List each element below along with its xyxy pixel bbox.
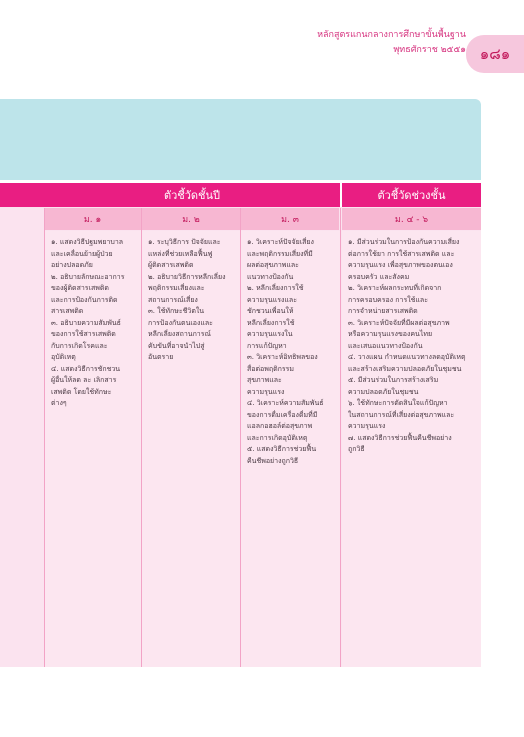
indicator-line: ๓. วิเคราะห์อิทธิพลของ bbox=[247, 353, 318, 361]
indicator-line: การครอบครอง การใช้และ bbox=[348, 295, 428, 304]
indicator-line: สื่อต่อพฤติกรรม bbox=[247, 364, 294, 373]
indicator-line: ๑. วิเคราะห์ปัจจัยเสี่ยง bbox=[247, 238, 314, 246]
indicator-line: ความรุนแรง bbox=[348, 422, 386, 430]
indicator-line: และสร้างเสริมความปลอดภัยในชุมชน bbox=[348, 364, 462, 373]
indicator-line: ความปลอดภัยในชุมชน bbox=[348, 387, 419, 396]
column-header: ม. ๓ bbox=[241, 208, 339, 230]
indicator-line: หรือความรุนแรงของคนไทย bbox=[348, 330, 433, 338]
indicator-line: ๔. วางแผน กำหนดแนวทางลดอุบัติเหตุ bbox=[348, 353, 466, 361]
indicator-line: และการป้องกันการติด bbox=[51, 295, 118, 304]
indicator-line: แหล่งที่ช่วยเหลือฟื้นฟู bbox=[148, 249, 213, 258]
indicator-line: อันตราย bbox=[148, 353, 174, 361]
table-cell-m4-6 bbox=[342, 231, 481, 667]
indicator-line: ๔. แสดงวิธีการชักชวน bbox=[51, 364, 121, 373]
indicator-line: และเสนอแนวทางป้องกัน bbox=[348, 341, 423, 350]
table-cell-m3 bbox=[241, 231, 340, 667]
indicator-line: อุบัติเหตุ bbox=[51, 353, 76, 361]
indicator-line: ของผู้ติดสารเสพติด bbox=[51, 284, 109, 292]
indicator-line: ๕. มีส่วนร่วมในการสร้างเสริม bbox=[348, 376, 439, 384]
indicator-line: และเคลื่อนย้ายผู้ป่วย bbox=[51, 249, 113, 258]
column-header: ม. ๑ bbox=[44, 208, 141, 230]
indicator-line: การป้องกันตนเองและ bbox=[148, 318, 213, 327]
indicator-line: เสพติด โดยใช้ทักษะ bbox=[51, 387, 112, 396]
page-number-tab bbox=[466, 35, 524, 73]
indicator-line: ต่อการใช้ยา การใช้สารเสพติด และ bbox=[348, 249, 455, 258]
indicator-line: สถานการณ์เสี่ยง bbox=[148, 295, 198, 304]
indicator-line: การจำหน่ายสารเสพติด bbox=[348, 307, 418, 315]
indicator-line: หลีกเลี่ยงการใช้ bbox=[247, 318, 295, 327]
indicator-line: ของการใช้สารเสพติด bbox=[51, 330, 116, 338]
indicator-line: การแก้ปัญหา bbox=[247, 341, 287, 350]
indicator-line: ๒. หลีกเลี่ยงการใช้ bbox=[247, 284, 304, 292]
indicator-line: แนวทางป้องกัน bbox=[247, 272, 294, 281]
indicator-line: อย่างปลอดภัย bbox=[51, 261, 93, 269]
indicator-line: ถูกวิธี bbox=[348, 445, 365, 453]
group-header-grade: ตัวชี้วัดชั้นปี bbox=[163, 189, 221, 202]
indicator-line: ๑. ระบุวิธีการ ปัจจัยและ bbox=[148, 238, 221, 246]
indicator-line: ความรุนแรง bbox=[247, 387, 285, 396]
info-box bbox=[0, 99, 481, 180]
indicator-line: ๖. ใช้ทักษะการตัดสินใจแก้ปัญหา bbox=[348, 399, 448, 407]
indicator-line: ความรุนแรงและ bbox=[247, 295, 297, 304]
indicator-line: ๒. วิเคราะห์ผลกระทบที่เกิดจาก bbox=[348, 284, 442, 292]
indicator-line: ในสถานการณ์ที่เสี่ยงต่อสุขภาพและ bbox=[348, 410, 455, 419]
indicator-line: ๓. ใช้ทักษะชีวิตใน bbox=[148, 307, 205, 315]
column-header: ม. ๒ bbox=[142, 208, 240, 230]
indicator-line: ๗. แสดงวิธีการช่วยฟื้นคืนชีพอย่าง bbox=[348, 433, 452, 442]
indicator-line: หลีกเลี่ยงสถานการณ์ bbox=[148, 330, 211, 338]
indicator-line: พฤติกรรมเสี่ยงและ bbox=[148, 284, 205, 292]
column-header: ม. ๔ - ๖ bbox=[342, 208, 481, 230]
indicator-line: แอลกอฮอล์ต่อสุขภาพ bbox=[247, 422, 313, 430]
indicator-line: ๓. วิเคราะห์ปัจจัยที่มีผลต่อสุขภาพ bbox=[348, 318, 450, 327]
indicator-line: สุขภาพและ bbox=[247, 376, 282, 384]
indicator-line: ต่างๆ bbox=[51, 399, 67, 407]
header-subtitle: พุทธศักราช ๒๕๕๑ bbox=[393, 45, 466, 55]
indicator-line: ๓. อธิบายความสัมพันธ์ bbox=[51, 318, 121, 327]
page-number: ๑๘๑ bbox=[479, 45, 511, 63]
header-title: หลักสูตรแกนกลางการศึกษาขั้นพื้นฐาน bbox=[317, 30, 466, 40]
indicator-line: ชักชวนเพื่อนให้ bbox=[247, 307, 294, 315]
indicator-line: สารเสพติด bbox=[51, 307, 84, 315]
table-cell-m2 bbox=[142, 231, 240, 667]
indicator-line: ครอบครัว และสังคม bbox=[348, 272, 410, 281]
indicator-line: ๔. วิเคราะห์ความสัมพันธ์ bbox=[247, 399, 324, 407]
indicator-line: ผู้ติดสารเสพติด bbox=[148, 261, 194, 269]
indicator-line: ๒. อธิบายลักษณะอาการ bbox=[51, 272, 125, 281]
indicator-line: และการเกิดอุบัติเหตุ bbox=[247, 433, 308, 442]
indicator-line: และพฤติกรรมเสี่ยงที่มี bbox=[247, 249, 313, 258]
group-header-range: ตัวชี้วัดช่วงชั้น bbox=[377, 189, 446, 202]
indicator-line: กับการเกิดโรคและ bbox=[51, 341, 108, 350]
indicator-line: คับขันที่อาจนำไปสู่ bbox=[148, 341, 205, 350]
indicator-line: ของการดื่มเครื่องดื่มที่มี bbox=[247, 410, 318, 419]
indicator-line: ๑. มีส่วนร่วมในการป้องกันความเสี่ยง bbox=[348, 238, 460, 246]
indicator-line: คืนชีพอย่างถูกวิธี bbox=[247, 456, 299, 465]
indicator-line: ความรุนแรงใน bbox=[247, 330, 293, 338]
indicator-line: ผลต่อสุขภาพและ bbox=[247, 261, 299, 269]
indicator-line: ผู้อื่นให้ลด ละ เลิกสาร bbox=[51, 376, 117, 384]
indicator-line: ความรุนแรง เพื่อสุขภาพของตนเอง bbox=[348, 261, 453, 269]
table-cell-m1 bbox=[45, 231, 141, 667]
indicator-line: ๕. แสดงวิธีการช่วยฟื้น bbox=[247, 445, 317, 453]
indicator-line: ๑. แสดงวิธีปฐมพยาบาล bbox=[51, 238, 124, 246]
indicator-line: ๒. อธิบายวิธีการหลีกเลี่ยง bbox=[148, 272, 226, 281]
column-divider bbox=[340, 208, 341, 667]
